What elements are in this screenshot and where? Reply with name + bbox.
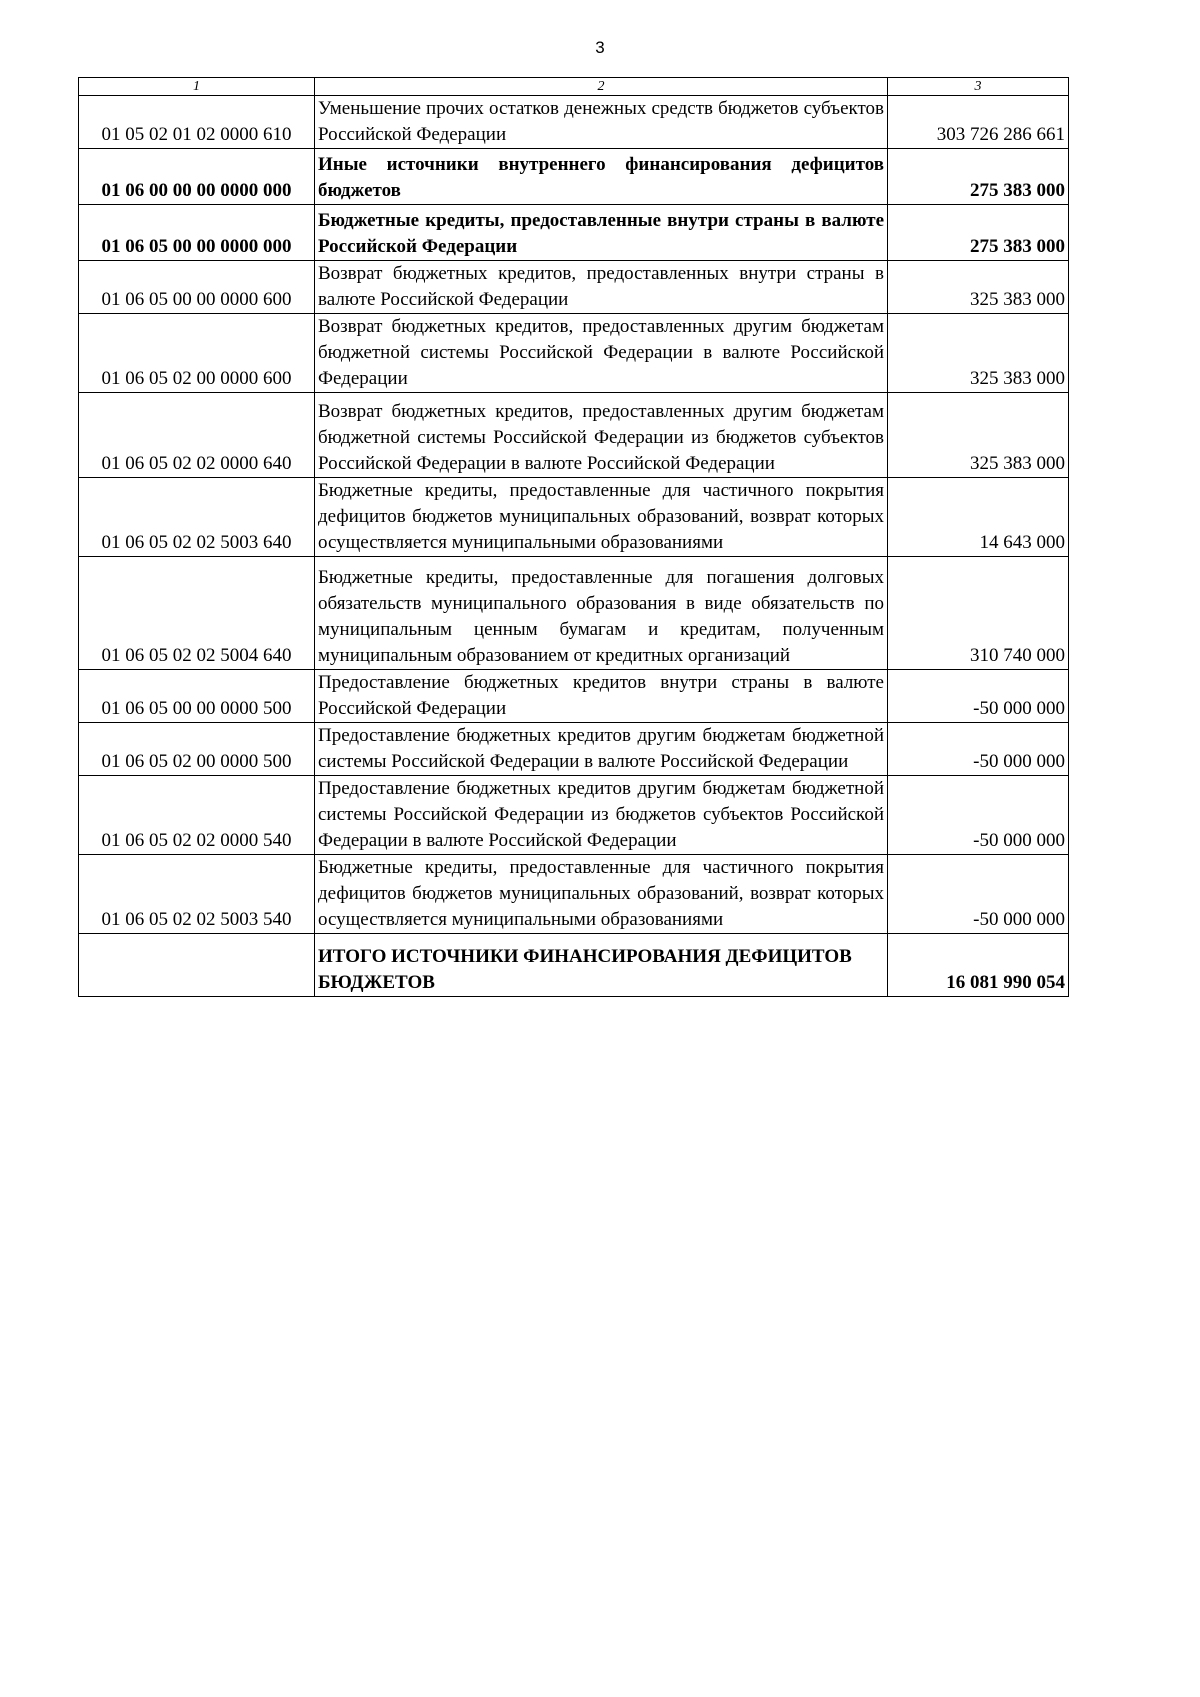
budget-code: 01 06 05 00 00 0000 600 <box>79 261 315 314</box>
source-name: Бюджетные кредиты, предоставленные для частичного покрытия дефицитов бюджетов муниципальных образований, возврат которых осуществляется муниципальными образованиями <box>315 478 888 557</box>
budget-code: 01 06 05 02 02 0000 540 <box>79 776 315 855</box>
table-row <box>79 776 1069 855</box>
budget-code: 01 06 05 02 02 5003 640 <box>79 478 315 557</box>
table-row <box>79 723 1069 776</box>
budget-code: 01 06 05 02 00 0000 600 <box>79 314 315 393</box>
table-row <box>79 393 1069 478</box>
budget-sources-table <box>78 77 1069 997</box>
source-name: Предоставление бюджетных кредитов другим бюджетам бюджетной системы Российской Федерации в валюте Российской Федерации <box>315 723 888 776</box>
amount: -50 000 000 <box>888 855 1069 934</box>
amount: 325 383 000 <box>888 261 1069 314</box>
source-name: Возврат бюджетных кредитов, предоставленных другим бюджетам бюджетной системы Российской Федерации из бюджетов субъектов Российской Федерации в валюте Российской Федерации <box>315 393 888 478</box>
column-number-code: 1 <box>79 78 315 96</box>
amount: 275 383 000 <box>888 149 1069 205</box>
table-row <box>79 855 1069 934</box>
source-name: Бюджетные кредиты, предоставленные внутри страны в валюте Российской Федерации <box>315 205 888 261</box>
amount: 275 383 000 <box>888 205 1069 261</box>
source-name: Возврат бюджетных кредитов, предоставленных другим бюджетам бюджетной системы Российской Федерации в валюте Российской Федерации <box>315 314 888 393</box>
budget-code: 01 05 02 01 02 0000 610 <box>79 96 315 149</box>
budget-code: 01 06 05 02 00 0000 500 <box>79 723 315 776</box>
amount: 325 383 000 <box>888 314 1069 393</box>
table-row <box>79 205 1069 261</box>
budget-code: 01 06 05 00 00 0000 500 <box>79 670 315 723</box>
column-number-row <box>79 78 1069 96</box>
budget-code <box>79 934 315 997</box>
table-row <box>79 670 1069 723</box>
table-row <box>79 149 1069 205</box>
amount: 325 383 000 <box>888 393 1069 478</box>
page-number: 3 <box>595 38 605 57</box>
amount: 310 740 000 <box>888 557 1069 670</box>
source-name: Бюджетные кредиты, предоставленные для погашения долговых обязательств муниципального образования в виде обязательств по муниципальным ценным бумагам и кредитам, полученным муниципальным образованием от кредитных организаций <box>315 557 888 670</box>
amount: 14 643 000 <box>888 478 1069 557</box>
column-number-amount: 3 <box>888 78 1069 96</box>
source-name: Предоставление бюджетных кредитов другим бюджетам бюджетной системы Российской Федерации из бюджетов субъектов Российской Федерации в валюте Российской Федерации <box>315 776 888 855</box>
source-name: Иные источники внутреннего финансирования дефицитов бюджетов <box>315 149 888 205</box>
amount: -50 000 000 <box>888 776 1069 855</box>
amount: 303 726 286 661 <box>888 96 1069 149</box>
amount: -50 000 000 <box>888 723 1069 776</box>
budget-code: 01 06 05 02 02 5004 640 <box>79 557 315 670</box>
budget-code: 01 06 00 00 00 0000 000 <box>79 149 315 205</box>
column-number-name: 2 <box>315 78 888 96</box>
source-name: Бюджетные кредиты, предоставленные для частичного покрытия дефицитов бюджетов муниципальных образований, возврат которых осуществляется муниципальными образованиями <box>315 855 888 934</box>
budget-code: 01 06 05 02 02 0000 640 <box>79 393 315 478</box>
table-row <box>79 261 1069 314</box>
table-row <box>79 96 1069 149</box>
budget-code: 01 06 05 02 02 5003 540 <box>79 855 315 934</box>
total-label: ИТОГО ИСТОЧНИКИ ФИНАНСИРОВАНИЯ ДЕФИЦИТОВ БЮДЖЕТОВ <box>315 934 888 997</box>
budget-code: 01 06 05 00 00 0000 000 <box>79 205 315 261</box>
total-amount: 16 081 990 054 <box>888 934 1069 997</box>
table-row <box>79 314 1069 393</box>
total-row <box>79 934 1069 997</box>
amount: -50 000 000 <box>888 670 1069 723</box>
table-row <box>79 557 1069 670</box>
source-name: Возврат бюджетных кредитов, предоставленных внутри страны в валюте Российской Федерации <box>315 261 888 314</box>
table-row <box>79 478 1069 557</box>
source-name: Уменьшение прочих остатков денежных средств бюджетов субъектов Российской Федерации <box>315 96 888 149</box>
source-name: Предоставление бюджетных кредитов внутри страны в валюте Российской Федерации <box>315 670 888 723</box>
